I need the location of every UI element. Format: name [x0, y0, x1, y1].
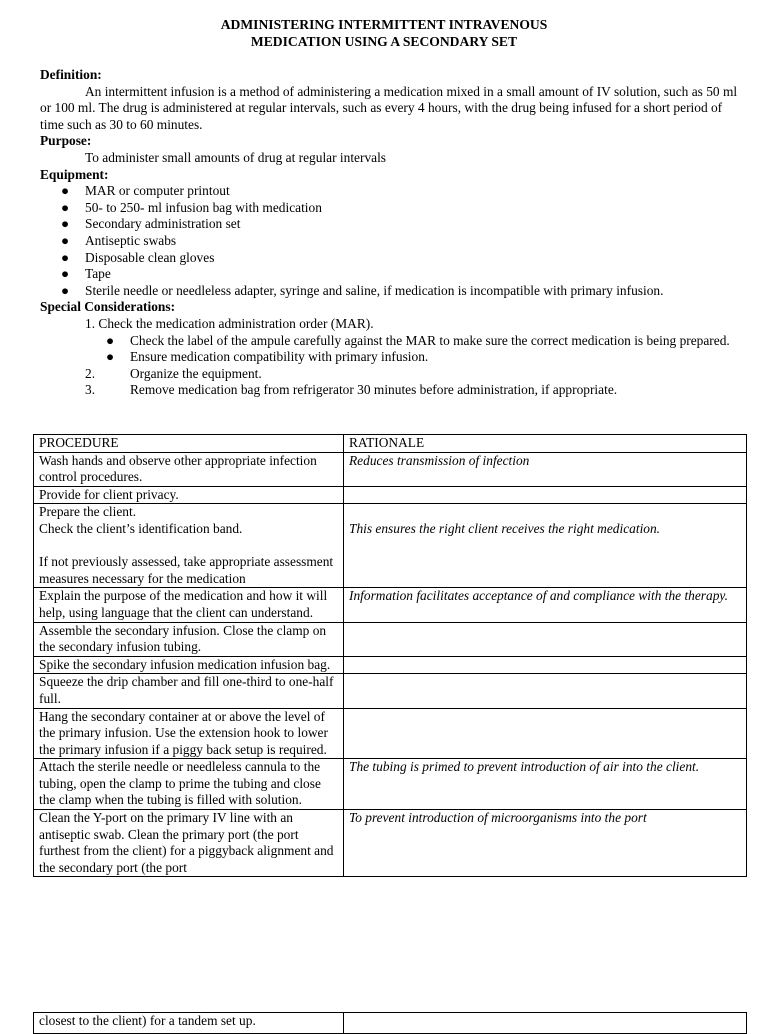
blank-line	[39, 538, 340, 555]
equipment-item: ● MAR or computer printout	[61, 183, 230, 199]
special-sub-item: ● Ensure medication compatibility with primary infusion.	[106, 349, 429, 365]
rationale-cell	[344, 674, 747, 708]
purpose-text: To administer small amounts of drug at regular intervals	[85, 149, 387, 165]
definition-text: An intermittent infusion is a method of administering a medication mixed in a small amount of IV solution, such as 50 ml or 100 ml. The drug is administered at regular intervals, such as every 4 hours, with the drug being infused for a short period of time such as 30 to 60 minutes.	[40, 83, 738, 132]
special-sub-list	[40, 333, 740, 366]
title-line-1: ADMINISTERING INTERMITTENT INTRAVENOUS	[220, 17, 548, 32]
table-row	[34, 759, 747, 810]
procedure-column-header: PROCEDURE	[34, 435, 344, 453]
bullet-icon: ●	[61, 199, 70, 215]
procedure-cell: Clean the Y-port on the primary IV line with an antiseptic swab. Clean the primary port (the port furthest from the client) for a piggyback alignment and the secondary port (the port	[34, 810, 344, 877]
table-row	[34, 622, 747, 656]
table-row	[34, 452, 747, 486]
procedure-cell: Attach the sterile needle or needleless cannula to the tubing, open the clamp to prime the tubing and close the clamp when the tubing is filled with solution.	[34, 759, 344, 810]
rationale-cell	[344, 1013, 747, 1034]
rationale-cell	[344, 504, 747, 588]
rationale-line: This ensures the right client receives the right medication.	[349, 520, 661, 536]
equipment-item: ● Secondary administration set	[61, 216, 241, 232]
table-row	[34, 504, 747, 588]
table-row	[34, 486, 747, 504]
equipment-item: ● 50- to 250- ml infusion bag with medication	[61, 199, 322, 215]
bullet-icon: ●	[61, 232, 70, 248]
equipment-item: ● Sterile needle or needleless adapter, syringe and saline, if medication is incompatible with primary infusion.	[61, 282, 664, 298]
special-item-1: 1. Check the medication administration order (MAR).	[85, 315, 374, 331]
equipment-list	[40, 183, 740, 299]
table-row	[34, 656, 747, 674]
special-item-2: 2. Organize the equipment.	[85, 365, 262, 381]
procedure-cell: Spike the secondary infusion medication infusion bag.	[34, 656, 344, 674]
rationale-cell	[344, 486, 747, 504]
procedure-cell: Hang the secondary container at or above the level of the primary infusion. Use the extension hook to lower the primary infusion if a piggy back setup is required.	[34, 708, 344, 759]
bullet-icon: ●	[61, 249, 70, 265]
definition-heading: Definition:	[40, 67, 102, 82]
rationale-cell: Reduces transmission of infection	[344, 452, 747, 486]
rationale-cell	[344, 708, 747, 759]
rationale-cell: The tubing is primed to prevent introduction of air into the client.	[344, 759, 747, 810]
table-row	[34, 1013, 747, 1034]
rationale-cell	[344, 656, 747, 674]
equipment-item: ● Tape	[61, 266, 111, 282]
document-title	[0, 16, 768, 50]
procedure-cell: Wash hands and observe other appropriate infection control procedures.	[34, 452, 344, 486]
special-considerations-heading: Special Considerations:	[40, 299, 176, 315]
document-body	[40, 67, 740, 399]
procedure-line: Prepare the client.	[39, 504, 137, 520]
bullet-icon: ●	[106, 332, 115, 348]
procedure-line: Check the client’s identification band.	[39, 520, 243, 536]
procedure-table	[33, 434, 747, 877]
table-row	[34, 708, 747, 759]
bullet-icon: ●	[61, 216, 70, 232]
rationale-cell	[344, 622, 747, 656]
procedure-cell: Assemble the secondary infusion. Close the clamp on the secondary infusion tubing.	[34, 622, 344, 656]
rationale-column-header: RATIONALE	[344, 435, 747, 453]
title-line-2: MEDICATION USING A SECONDARY SET	[250, 34, 518, 49]
rationale-cell: To prevent introduction of microorganisms into the port	[344, 810, 747, 877]
table-header-row	[34, 435, 747, 453]
procedure-table-continued	[33, 1012, 747, 1034]
rationale-cell: Information facilitates acceptance of and compliance with the therapy.	[344, 588, 747, 622]
procedure-cell: Squeeze the drip chamber and fill one-third to one-half full.	[34, 674, 344, 708]
bullet-icon: ●	[61, 183, 70, 199]
equipment-item: ● Antiseptic swabs	[61, 232, 177, 248]
bullet-icon: ●	[106, 349, 115, 365]
procedure-line: If not previously assessed, take appropriate assessment measures necessary for the medication	[39, 554, 334, 586]
special-item-3: 3. Remove medication bag from refrigerator 30 minutes before administration, if appropriate.	[85, 382, 618, 398]
procedure-cell	[34, 504, 344, 588]
table-row	[34, 674, 747, 708]
procedure-cell: Provide for client privacy.	[34, 486, 344, 504]
special-sub-item: ● Check the label of the ampule carefully against the MAR to make sure the correct medication is being prepared.	[106, 332, 730, 348]
bullet-icon: ●	[61, 266, 70, 282]
equipment-item: ● Disposable clean gloves	[61, 249, 215, 265]
table-row	[34, 810, 747, 877]
equipment-heading: Equipment:	[40, 166, 109, 182]
procedure-cell: Explain the purpose of the medication and how it will help, using language that the client can understand.	[34, 588, 344, 622]
bullet-icon: ●	[61, 282, 70, 298]
blank-line	[349, 504, 743, 521]
purpose-heading: Purpose:	[40, 133, 92, 149]
table-row	[34, 588, 747, 622]
procedure-cell: closest to the client) for a tandem set up.	[34, 1013, 344, 1034]
